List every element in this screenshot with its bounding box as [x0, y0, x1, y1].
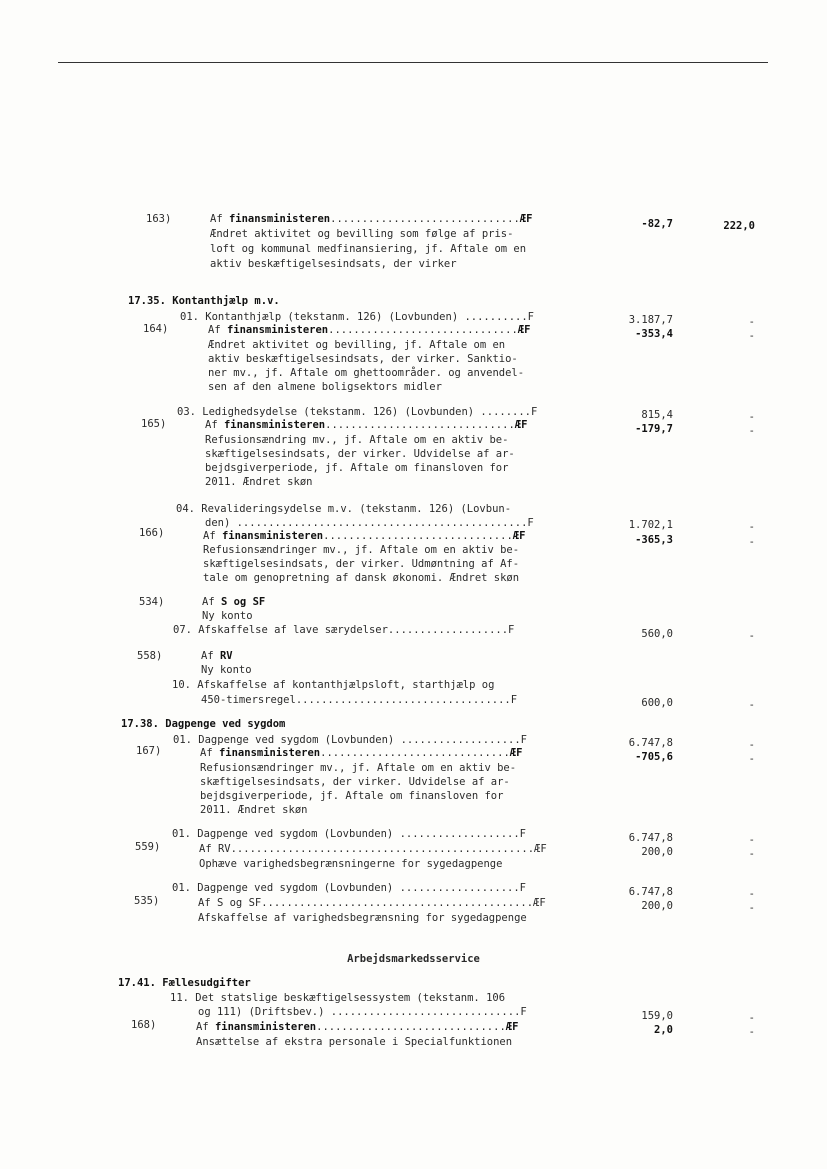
leader-dots: .............................. [323, 530, 513, 542]
account-amount-165: 815,4 [641, 409, 673, 421]
desc-166-2: skæftigelsesindsats, der virker. Udmøntning af Af- [203, 558, 520, 570]
amount2-165: - [748, 425, 755, 437]
amount-167: -705,6 [635, 751, 673, 763]
account-amount2-168: - [748, 1012, 755, 1024]
amount-558: 600,0 [641, 697, 673, 709]
amount2-559: - [748, 848, 755, 860]
type-code: ÆF [514, 419, 528, 431]
proposer-name: finansministeren [223, 419, 326, 431]
account-amount2-167: - [748, 739, 755, 751]
desc-167-1: Refusionsændringer mv., jf. Aftale om en aktiv be- [200, 762, 517, 774]
leader-dots: .............................. [320, 747, 510, 759]
adjustment-line-163 [210, 213, 532, 226]
account-amount-167: 6.747,8 [628, 737, 673, 749]
desc-165-2: skæftigelsesindsats, der virker. Udvidelse af ar- [205, 448, 515, 460]
account-amount-535: 6.747,8 [628, 886, 673, 898]
af-prefix: Af [205, 419, 224, 431]
leader-dots: .............................. [316, 1021, 506, 1033]
amount2-166: - [748, 536, 755, 548]
account-dagpenge-535: 01. Dagpenge ved sygdom (Lovbunden) ...................F [172, 882, 527, 894]
proposer-name: S og SF [220, 596, 266, 608]
item-number-535: 535) [134, 895, 160, 907]
desc-163-3: aktiv beskæftigelsesindsats, der virker [210, 258, 457, 270]
account-beskaeftigelsessystem-2: og 111) (Driftsbev.) ..............................F [198, 1006, 527, 1018]
account-kontanthjaelp: 01. Kontanthjælp (tekstanm. 126) (Lovbunden) ..........F [180, 311, 535, 323]
account-amount2-165: - [748, 411, 755, 423]
type-code: ÆF [517, 324, 531, 336]
adjustment-line-535: Af S og SF...........................................ÆF [198, 897, 546, 909]
account-amount-164: 3.187,7 [628, 314, 673, 326]
item-number-166: 166) [139, 527, 165, 539]
amount2-558: - [748, 699, 755, 711]
amount-166: -365,3 [635, 534, 673, 546]
desc-163-1: Ændret aktivitet og bevilling som følge af pris- [210, 228, 514, 240]
amount-535: 200,0 [641, 900, 673, 912]
proposer-name: finansministeren [221, 530, 324, 542]
item-number-168: 168) [131, 1019, 157, 1031]
adjustment-line-558 [201, 650, 233, 663]
amount-164: -353,4 [635, 328, 673, 340]
item-number-163: 163) [146, 213, 172, 225]
desc-168-1: Ansættelse af ekstra personale i Specialfunktionen [196, 1036, 513, 1048]
desc-165-4: 2011. Ændret skøn [205, 476, 313, 488]
account-amount2-535: - [748, 888, 755, 900]
account-amount2-166: - [748, 521, 755, 533]
amount2-163: 222,0 [723, 220, 755, 232]
new-account-558: Ny konto [201, 664, 252, 676]
desc-167-3: bejdsgiverperiode, jf. Aftale om finansloven for [200, 790, 504, 802]
amount-559: 200,0 [641, 846, 673, 858]
amount-168: 2,0 [654, 1024, 673, 1036]
type-code: ÆF [519, 213, 533, 225]
adjustment-line-165 [205, 419, 527, 432]
account-revalidering-1: 04. Revalideringsydelse m.v. (tekstanm. 126) (Lovbun- [176, 503, 512, 515]
adjustment-line-164 [208, 324, 530, 337]
desc-559-1: Ophæve varighedsbegrænsningerne for sygedagpenge [199, 858, 503, 870]
type-code: ÆF [509, 747, 523, 759]
leader-dots: .............................. [325, 419, 515, 431]
adjustment-line-559: Af RV................................................ÆF [199, 843, 547, 855]
desc-167-2: skæftigelsesindsats, der virker. Udvidelse af ar- [200, 776, 510, 788]
account-amount-559: 6.747,8 [628, 832, 673, 844]
adjustment-line-167 [200, 747, 522, 760]
proposer-name: finansministeren [228, 213, 331, 225]
item-number-558: 558) [137, 650, 163, 662]
type-code: ÆF [512, 530, 526, 542]
af-prefix: Af [196, 1021, 215, 1033]
adjustment-line-534 [202, 596, 265, 609]
section-heading-17-41: 17.41. Fællesudgifter [118, 977, 251, 989]
section-title-arbejdsmarkedsservice: Arbejdsmarkedsservice [347, 953, 480, 965]
section-heading-17-38: 17.38. Dagpenge ved sygdom [121, 718, 286, 730]
af-prefix: Af [208, 324, 227, 336]
amount2-535: - [748, 902, 755, 914]
proposer-name: finansministeren [214, 1021, 317, 1033]
account-kontanthjaelpsloft-2: 450-timersregel..................................F [201, 694, 518, 706]
amount-165: -179,7 [635, 423, 673, 435]
adjustment-line-166 [203, 530, 525, 543]
amount-534: 560,0 [641, 628, 673, 640]
af-prefix: Af [210, 213, 229, 225]
amount2-167: - [748, 753, 755, 765]
desc-165-1: Refusionsændring mv., jf. Aftale om en aktiv be- [205, 434, 509, 446]
account-dagpenge-167: 01. Dagpenge ved sygdom (Lovbunden) ...................F [173, 734, 528, 746]
account-kontanthjaelpsloft-1: 10. Afskaffelse af kontanthjælpsloft, starthjælp og [172, 679, 495, 691]
item-number-164: 164) [143, 323, 169, 335]
amount2-534: - [748, 630, 755, 642]
desc-164-2: aktiv beskæftigelsesindsats, der virker. Sanktio- [208, 353, 518, 365]
af-prefix: Af [203, 530, 222, 542]
desc-163-2: loft og kommunal medfinansiering, jf. Aftale om en [210, 243, 527, 255]
desc-164-1: Ændret aktivitet og bevilling, jf. Aftale om en [208, 339, 506, 351]
type-code: ÆF [505, 1021, 519, 1033]
item-number-167: 167) [136, 745, 162, 757]
account-saerydelser: 07. Afskaffelse af lave særydelser...................F [173, 624, 515, 636]
item-number-165: 165) [141, 418, 167, 430]
account-amount2-164: - [748, 316, 755, 328]
leader-dots: .............................. [330, 213, 520, 225]
desc-535-1: Afskaffelse af varighedsbegrænsning for sygedagpenge [198, 912, 527, 924]
proposer-name: finansministeren [226, 324, 329, 336]
account-amount-168: 159,0 [641, 1010, 673, 1022]
amount2-164: - [748, 330, 755, 342]
account-beskaeftigelsessystem-1: 11. Det statslige beskæftigelsessystem (tekstanm. 106 [170, 992, 506, 1004]
new-account-534: Ny konto [202, 610, 253, 622]
account-amount-166: 1.702,1 [628, 519, 673, 531]
proposer-name: finansministeren [218, 747, 321, 759]
section-heading-17-35: 17.35. Kontanthjælp m.v. [128, 295, 280, 307]
proposer-name: RV [219, 650, 233, 662]
account-ledighedsydelse: 03. Ledighedsydelse (tekstanm. 126) (Lovbunden) ........F [177, 406, 538, 418]
amount2-168: - [748, 1026, 755, 1038]
desc-167-4: 2011. Ændret skøn [200, 804, 308, 816]
header-rule [58, 62, 768, 63]
item-number-559: 559) [135, 841, 161, 853]
af-prefix: Af [201, 650, 220, 662]
desc-164-3: ner mv., jf. Aftale om ghettoområder. og anvendel- [208, 367, 525, 379]
af-prefix: Af [202, 596, 221, 608]
account-dagpenge-559: 01. Dagpenge ved sygdom (Lovbunden) ...................F [172, 828, 527, 840]
desc-166-1: Refusionsændringer mv., jf. Aftale om en aktiv be- [203, 544, 520, 556]
adjustment-line-168 [196, 1021, 518, 1034]
item-number-534: 534) [139, 596, 165, 608]
af-prefix: Af [200, 747, 219, 759]
amount-163: -82,7 [641, 218, 673, 230]
desc-164-4: sen af den almene boligsektors midler [208, 381, 442, 393]
desc-166-3: tale om genopretning af dansk økonomi. Ændret skøn [203, 572, 520, 584]
desc-165-3: bejdsgiverperiode, jf. Aftale om finansloven for [205, 462, 509, 474]
leader-dots: .............................. [328, 324, 518, 336]
account-revalidering-2: den) ..............................................F [205, 517, 534, 529]
account-amount2-559: - [748, 834, 755, 846]
